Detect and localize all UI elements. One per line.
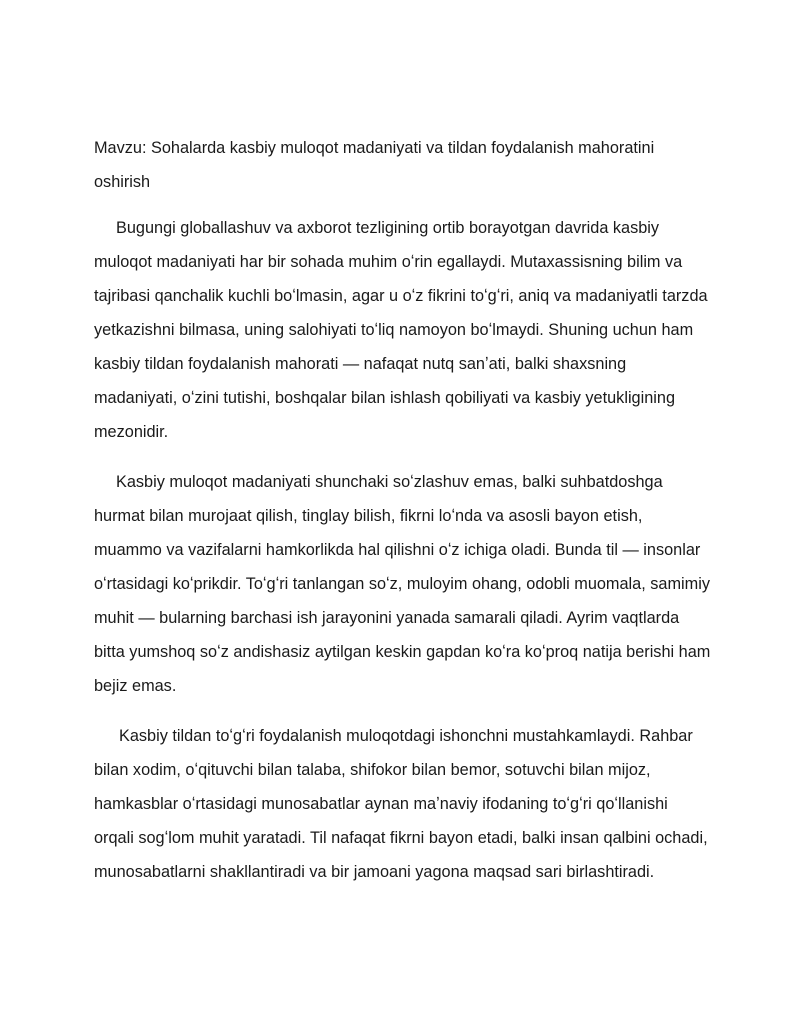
paragraph-1: Bugungi globallashuv va axborot tezligining ortib borayotgan davrida kasbiy muloqot madaniyati har bir sohada muhim oʻrin egallaydi. Mutaxassisning bilim va tajribasi qanchalik kuchli boʻlmasin, agar u oʻz fikrini toʻgʻri, aniq va madaniyatli tarzda yetkazishni bilmasa, uning salohiyati toʻliq namoyon boʻlmaydi. Shuning uchun ham kasbiy tildan foydalanish mahorati — nafaqat nutq sanʼati, balki shaxsning madaniyati, oʻzini tutishi, boshqalar bilan ishlash qobiliyati va kasbiy yetukligining mezonidir. <box>94 219 708 441</box>
paragraph-2: Kasbiy muloqot madaniyati shunchaki soʻzlashuv emas, balki suhbatdoshga hurmat bilan murojaat qilish, tinglay bilish, fikrni loʻnda va asosli bayon etish, muammo va vazifalarni hamkorlikda hal qilishni oʻz ichiga oladi. Bunda til — insonlar oʻrtasidagi koʻprikdir. Toʻgʻri tanlangan soʻz, muloyim ohang, odobli muomala, samimiy muhit — bularning barchasi ish jarayonini yanada samarali qiladi. Ayrim vaqtlarda bitta yumshoq soʻz andishasiz aytilgan keskin gapdan koʻra koʻproq natija berishi ham bejiz emas. <box>94 473 711 695</box>
document-body <box>94 131 712 905</box>
paragraph-3: Kasbiy tildan toʻgʻri foydalanish muloqotdagi ishonchni mustahkamlaydi. Rahbar bilan xodim, oʻqituvchi bilan talaba, shifokor bilan bemor, sotuvchi bilan mijoz, hamkasblar oʻrtasidagi munosabatlar aynan maʼnaviy ifodaning toʻgʻri qoʻllanishi orqali sogʻlom muhit yaratadi. Til nafaqat fikrni bayon etadi, balki insan qalbini ochadi, munosabatlarni shakllantiradi va bir jamoani yagona maqsad sari birlashtiradi. <box>94 727 708 881</box>
document-title: Mavzu: Sohalarda kasbiy muloqot madaniyati va tildan foydalanish mahoratini oshirish <box>94 139 655 191</box>
